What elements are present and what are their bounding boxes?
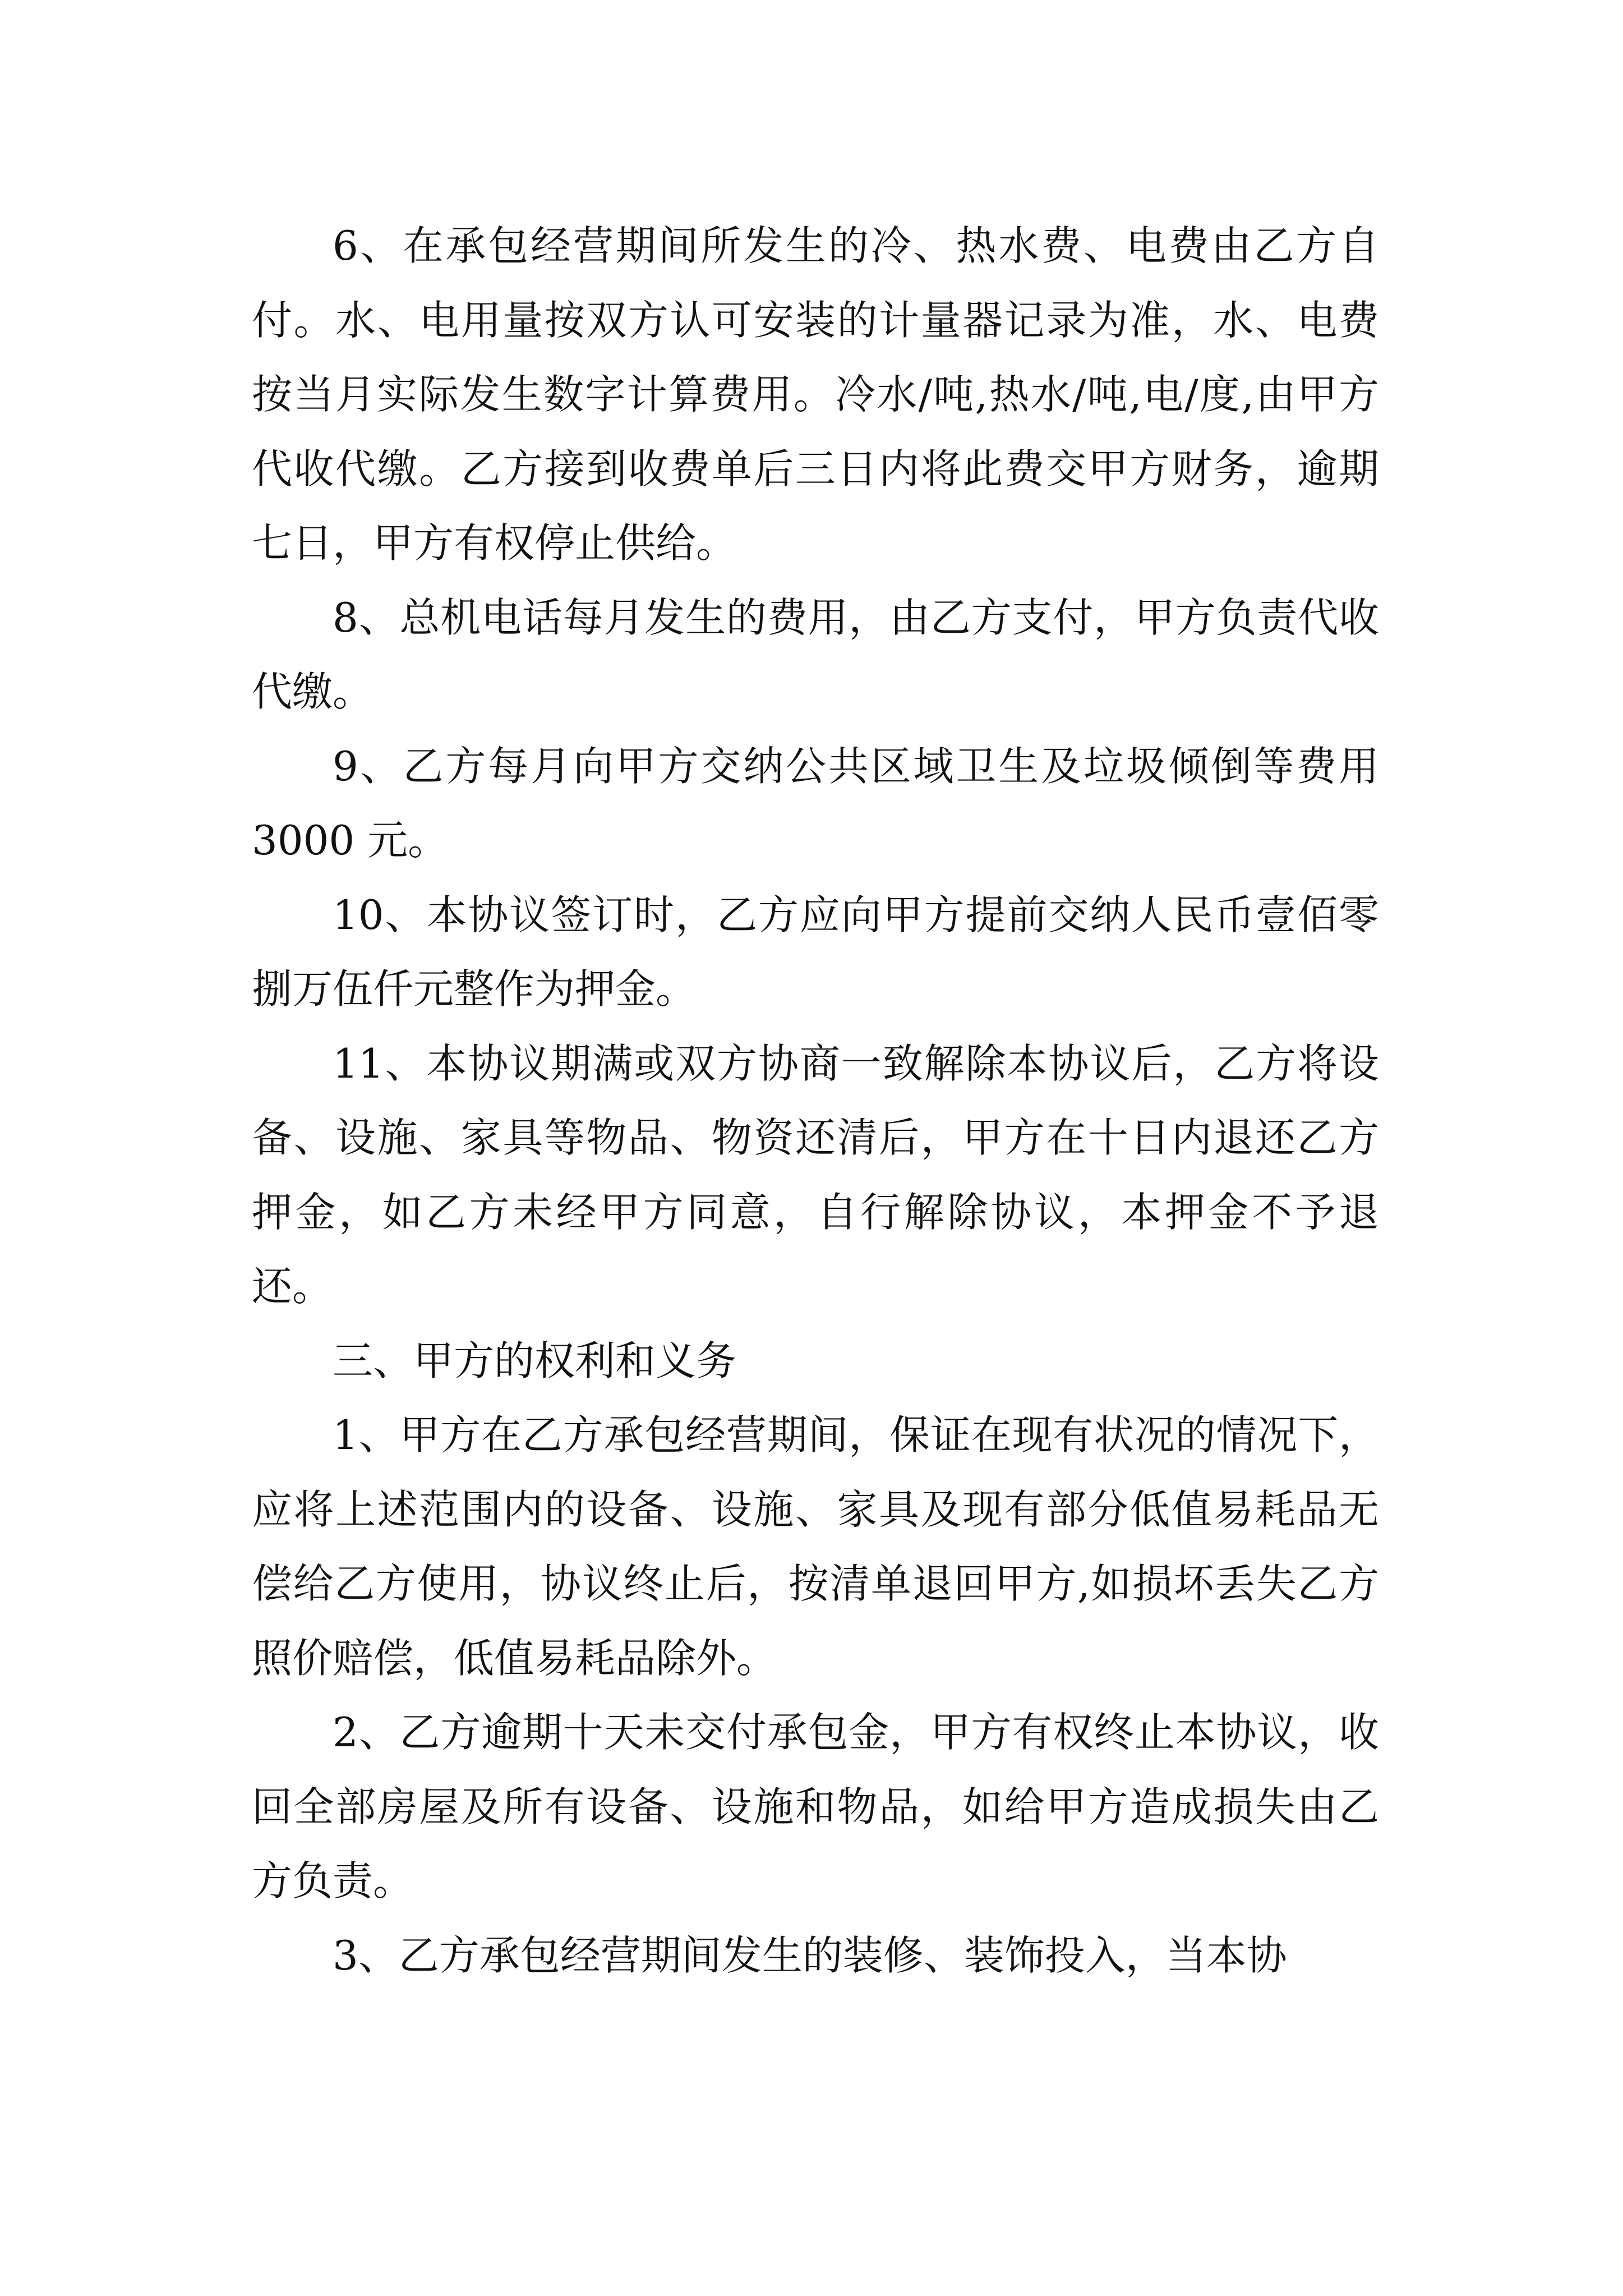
paragraph-renovation: 3、乙方承包经营期间发生的装修、装饰投入，当本协 — [333, 1931, 1287, 1979]
paragraph-utility-fees: 6、在承包经营期间所发生的冷、热水费、电费由乙方自付。水、电用量按双方认可安装的计量器记录为准，水、电费按当月实际发生数字计算费用。冷水/吨,热水/吨,电/度,由甲方代收代缴。乙方接到收费单后三日内将此费交甲方财务，逾期七日，甲方有权停止供给。 — [252, 222, 1379, 567]
paragraph-phone-fees: 8、总机电话每月发生的费用，由乙方支付，甲方负责代收代缴。 — [252, 593, 1379, 715]
paragraph-deposit: 10、本协议签订时，乙方应向甲方提前交纳人民币壹佰零捌万伍仟元整作为押金。 — [252, 891, 1379, 1013]
paragraph-sanitation-fees: 9、乙方每月向甲方交纳公共区域卫生及垃圾倾倒等费用 3000 元。 — [252, 742, 1379, 864]
paragraph-deposit-refund: 11、本协议期满或双方协商一致解除本协议后，乙方将设备、设施、家具等物品、物资还清后，甲方在十日内退还乙方押金，如乙方未经甲方同意，自行解除协议，本押金不予退还。 — [252, 1039, 1379, 1310]
section-heading-party-a-rights: 三、甲方的权利和义务 — [333, 1337, 737, 1384]
document-body — [252, 209, 1379, 1993]
paragraph-overdue-termination: 2、乙方逾期十天未交付承包金，甲方有权终止本协议，收回全部房屋及所有设备、设施和物品，如给甲方造成损失由乙方负责。 — [252, 1709, 1379, 1904]
paragraph-equipment-use: 1、甲方在乙方承包经营期间，保证在现有状况的情况下，应将上述范围内的设备、设施、家具及现有部分低值易耗品无偿给乙方使用，协议终止后，按清单退回甲方,如损坏丢失乙方照价赔偿，低值易耗品除外。 — [252, 1411, 1379, 1682]
